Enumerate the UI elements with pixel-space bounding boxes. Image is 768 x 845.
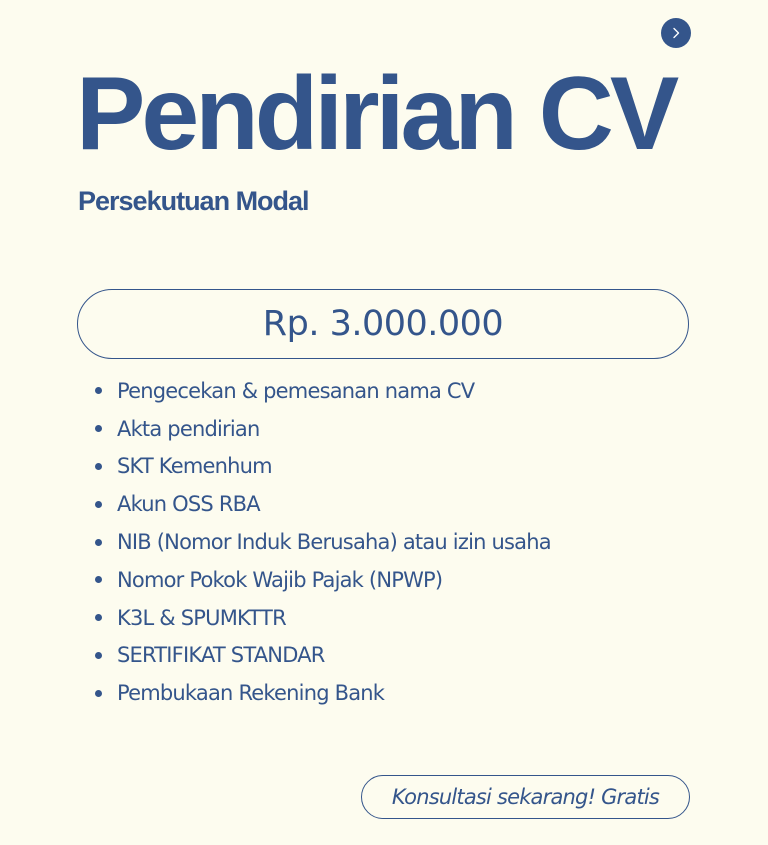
bullet-icon [95, 425, 102, 432]
feature-label: Nomor Pokok Wajib Pajak (NPWP) [117, 567, 443, 592]
page-subtitle: Persekutuan Modal [78, 186, 309, 216]
bullet-icon [95, 387, 102, 394]
chevron-right-icon [669, 26, 683, 40]
list-item [90, 561, 551, 599]
feature-list [90, 372, 551, 712]
price-label: Rp. 3.000.000 [262, 304, 504, 344]
bullet-icon [95, 463, 102, 470]
bullet-icon [95, 652, 102, 659]
next-button[interactable] [661, 18, 691, 48]
bullet-icon [95, 690, 102, 697]
list-item [90, 448, 551, 486]
consultation-button[interactable] [361, 775, 690, 819]
list-item [90, 523, 551, 561]
bullet-icon [95, 539, 102, 546]
bullet-icon [95, 576, 102, 583]
list-item [90, 410, 551, 448]
feature-label: SKT Kemenhum [117, 454, 272, 479]
list-item [90, 637, 551, 675]
feature-label: Akun OSS RBA [117, 492, 260, 517]
list-item [90, 674, 551, 712]
consultation-button-label: Konsultasi sekarang! Gratis [391, 785, 660, 809]
feature-label: SERTIFIKAT STANDAR [117, 643, 325, 668]
feature-label: K3L & SPUMKTTR [117, 605, 286, 630]
price-box [77, 289, 689, 359]
bullet-icon [95, 614, 102, 621]
feature-label: Pengecekan & pemesanan nama CV [117, 378, 475, 403]
list-item [90, 485, 551, 523]
feature-label: Pembukaan Rekening Bank [117, 681, 385, 706]
list-item [90, 372, 551, 410]
list-item [90, 599, 551, 637]
feature-label: NIB (Nomor Induk Berusaha) atau izin usaha [117, 530, 551, 555]
page-title: Pendirian CV [76, 56, 676, 172]
feature-label: Akta pendirian [117, 416, 260, 441]
bullet-icon [95, 501, 102, 508]
